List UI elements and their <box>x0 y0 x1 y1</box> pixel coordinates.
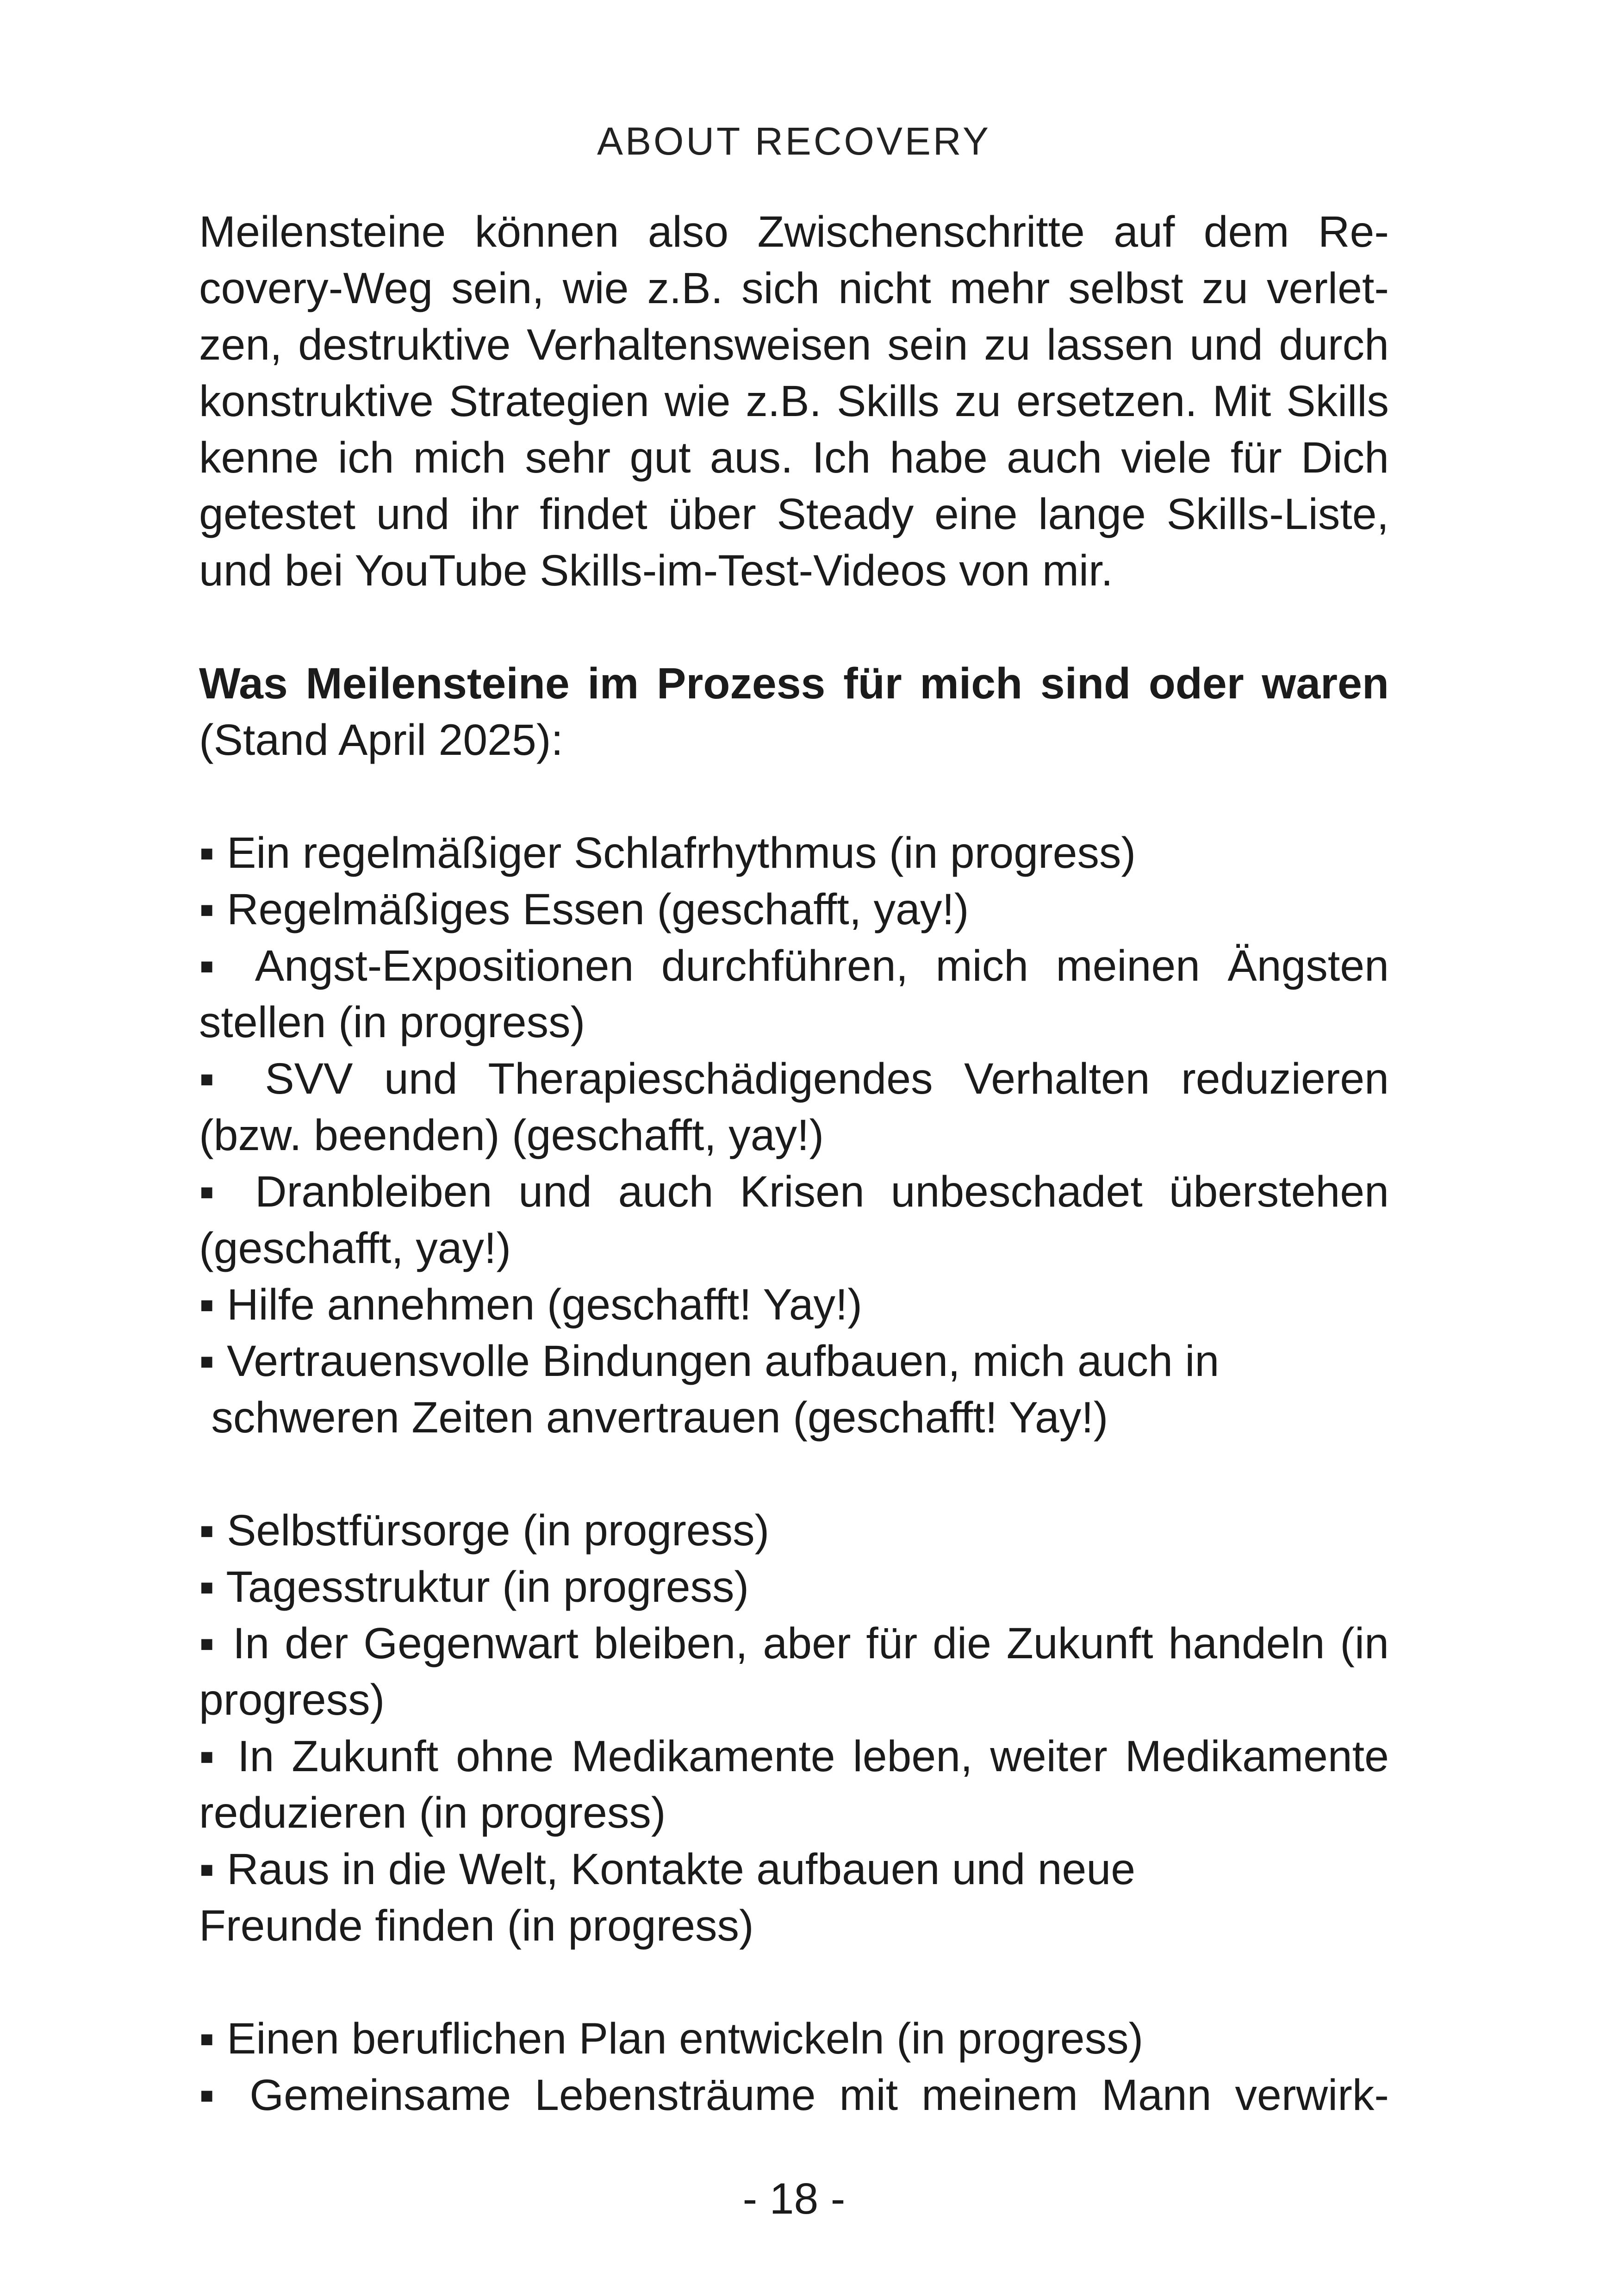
text-line: (Stand April 2025): <box>199 716 563 765</box>
text-line: reduzieren (in progress) <box>199 1788 666 1837</box>
page-number: - 18 - <box>742 2174 846 2223</box>
blank-line-1 <box>199 599 1389 655</box>
text-line: ▪ Dranbleiben und auch Krisen unbeschadet überstehen <box>199 1167 1389 1216</box>
intro-paragraph <box>199 204 1389 599</box>
text-line: schweren Zeiten anvertrauen (geschafft! Yay!) <box>199 1393 1108 1442</box>
text-line: Meilensteine können also Zwischenschritte auf dem Re- <box>199 207 1389 256</box>
text-line: ▪ Raus in die Welt, Kontakte aufbauen und neue <box>199 1845 1136 1894</box>
blank-line-3 <box>199 1446 1389 1502</box>
text-line: covery-Weg sein, wie z.B. sich nicht mehr selbst zu verlet- <box>199 264 1389 313</box>
text-blocks <box>199 204 1389 2123</box>
text-line: stellen (in progress) <box>199 998 585 1047</box>
blank-line-4 <box>199 1954 1389 2010</box>
text-line: (geschafft, yay!) <box>199 1224 511 1273</box>
text-line: Was Meilensteine im Prozess für mich sind oder waren <box>199 659 1389 708</box>
text-line: ▪ In Zukunft ohne Medikamente leben, weiter Medikamente <box>199 1732 1389 1781</box>
text-line: zen, destruktive Verhaltensweisen sein zu lassen und durch <box>199 320 1389 369</box>
blank-line-2 <box>199 768 1389 825</box>
text-line: Freunde finden (in progress) <box>199 1901 754 1950</box>
text-line: getestet und ihr findet über Steady eine lange Skills-Liste, <box>199 490 1389 539</box>
text-line: ▪ Einen beruflichen Plan entwickeln (in progress) <box>199 2014 1144 2063</box>
page-title: ABOUT RECOVERY <box>597 119 991 163</box>
text-line: ▪ Regelmäßiges Essen (geschafft, yay!) <box>199 885 969 934</box>
text-column <box>199 116 1389 2123</box>
text-line: ▪ SVV und Therapieschädigendes Verhalten reduzieren <box>199 1054 1389 1103</box>
text-line: ▪ Gemeinsame Lebensträume mit meinem Mann verwirk- <box>199 2071 1389 2120</box>
text-line: (bzw. beenden) (geschafft, yay!) <box>199 1111 824 1160</box>
text-line: ▪ Hilfe annehmen (geschafft! Yay!) <box>199 1280 863 1329</box>
text-line: ▪ In der Gegenwart bleiben, aber für die Zukunft handeln (in <box>199 1619 1389 1668</box>
text-line: ▪ Tagesstruktur (in progress) <box>199 1562 749 1612</box>
text-line: progress) <box>199 1675 385 1724</box>
text-line: ▪ Selbstfürsorge (in progress) <box>199 1506 770 1555</box>
text-line: ▪ Ein regelmäßiger Schlafrhythmus (in progress) <box>199 828 1136 877</box>
text-line: und bei YouTube Skills-im-Test-Videos von mir. <box>199 546 1113 595</box>
milestone-list-part-2 <box>199 1502 1389 1954</box>
text-line: konstruktive Strategien wie z.B. Skills zu ersetzen. Mit Skills <box>199 377 1389 426</box>
milestone-list-part-1 <box>199 825 1389 1446</box>
text-line: kenne ich mich sehr gut aus. Ich habe auch viele für Dich <box>199 433 1389 482</box>
milestone-list-part-3 <box>199 2010 1389 2123</box>
milestones-heading <box>199 655 1389 768</box>
text-line: ▪ Vertrauensvolle Bindungen aufbauen, mich auch in <box>199 1337 1220 1386</box>
text-line: ▪ Angst-Expositionen durchführen, mich meinen Ängsten <box>199 941 1389 990</box>
